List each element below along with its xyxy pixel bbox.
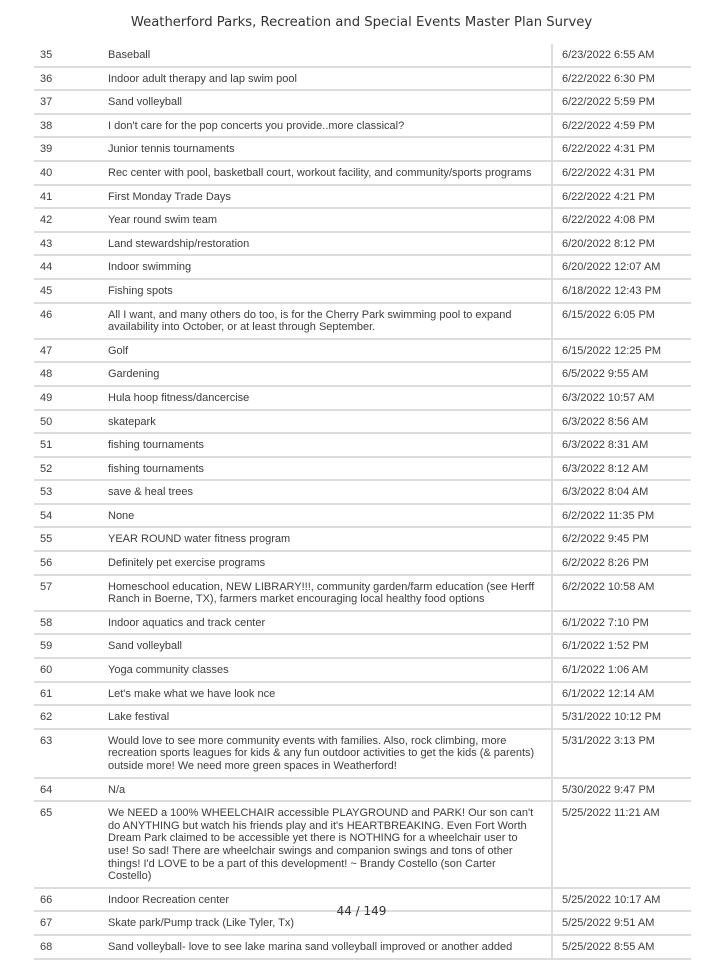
response-text: All I want, and many others do too, is for the Cherry Park swimming pool to expand availability into October, or at least through September.: [100, 304, 553, 338]
responses-table: [34, 44, 691, 960]
response-text: Homeschool education, NEW LIBRARY!!!, community garden/farm education (see Herff Ranch in Boerne, TX), farmers market encouraging local healthy food options: [100, 576, 553, 610]
response-number: 42: [40, 214, 53, 227]
response-date: 6/1/2022 1:06 AM: [562, 664, 649, 677]
response-text: Indoor aquatics and track center: [100, 612, 553, 634]
table-row: [34, 44, 691, 68]
response-number: 39: [40, 143, 53, 156]
response-text: Rec center with pool, basketball court, workout facility, and community/sports programs: [100, 162, 553, 184]
response-number: 55: [40, 533, 53, 546]
response-number: 60: [40, 664, 53, 677]
response-number: 37: [40, 96, 53, 109]
response-date: 6/23/2022 6:55 AM: [562, 49, 655, 61]
table-row: [34, 186, 691, 210]
response-number: 58: [40, 616, 53, 629]
response-date: 5/25/2022 10:17 AM: [562, 893, 661, 906]
response-number: 41: [40, 190, 53, 203]
table-row: [34, 481, 691, 505]
table-row: [34, 280, 691, 304]
response-number: 57: [40, 580, 53, 593]
response-text: Let's make what we have look nce: [100, 683, 553, 705]
response-number: 65: [40, 807, 53, 820]
table-row: [34, 363, 691, 387]
table-row: [34, 802, 691, 889]
response-text: Indoor Recreation center: [100, 889, 553, 911]
response-number: 40: [40, 166, 53, 179]
response-date: 6/1/2022 7:10 PM: [562, 616, 649, 629]
response-text: Lake festival: [100, 706, 553, 728]
response-number: 36: [40, 72, 53, 85]
response-date: 6/20/2022 8:12 PM: [562, 237, 655, 250]
response-date: 6/15/2022 12:25 PM: [562, 344, 662, 357]
response-date: 6/1/2022 1:52 PM: [562, 640, 649, 653]
response-text: None: [100, 505, 553, 527]
response-text: I don't care for the pop concerts you provide..more classical?: [100, 115, 553, 137]
response-date: 6/22/2022 4:59 PM: [562, 119, 655, 132]
table-row: [34, 138, 691, 162]
response-number: 62: [40, 711, 53, 724]
response-text: Skate park/Pump track (Like Tyler, Tx): [100, 912, 553, 934]
table-row: [34, 528, 691, 552]
response-date: 6/2/2022 11:35 PM: [562, 509, 655, 522]
response-date: 6/22/2022 4:08 PM: [562, 214, 655, 227]
response-text: save & heal trees: [100, 481, 553, 503]
response-number: 44: [40, 261, 53, 274]
response-number: 54: [40, 509, 53, 522]
response-date: 6/3/2022 8:12 AM: [562, 462, 649, 475]
response-text: Yoga community classes: [100, 659, 553, 681]
response-text: Golf: [100, 340, 553, 362]
table-row: [34, 162, 691, 186]
response-number: 53: [40, 486, 53, 499]
response-number: 49: [40, 391, 53, 404]
response-date: 5/25/2022 8:55 AM: [562, 940, 655, 953]
response-text: Fishing spots: [100, 280, 553, 302]
table-row: [34, 552, 691, 576]
response-number: 52: [40, 462, 53, 475]
response-text: Indoor adult therapy and lap swim pool: [100, 68, 553, 90]
response-date: 6/2/2022 9:45 PM: [562, 533, 649, 546]
response-number: 51: [40, 439, 53, 452]
table-row: [34, 387, 691, 411]
response-text: Junior tennis tournaments: [100, 138, 553, 160]
table-row: [34, 91, 691, 115]
response-text: Definitely pet exercise programs: [100, 552, 553, 574]
response-number: 68: [40, 940, 53, 953]
response-date: 6/3/2022 8:31 AM: [562, 439, 649, 452]
response-text: Sand volleyball: [100, 635, 553, 657]
response-text: skatepark: [100, 411, 553, 433]
table-row: [34, 256, 691, 280]
response-number: 43: [40, 237, 53, 250]
table-row: [34, 458, 691, 482]
table-row: [34, 411, 691, 435]
response-text: N/a: [100, 779, 553, 801]
response-date: 6/22/2022 5:59 PM: [562, 96, 655, 109]
table-row: [34, 659, 691, 683]
response-text: fishing tournaments: [100, 458, 553, 480]
response-text: Hula hoop fitness/dancercise: [100, 387, 553, 409]
response-number: 56: [40, 557, 53, 570]
response-date: 6/22/2022 4:31 PM: [562, 143, 655, 156]
response-date: 6/15/2022 6:05 PM: [562, 308, 655, 321]
response-number: 66: [40, 893, 53, 906]
response-date: 5/31/2022 3:13 PM: [562, 734, 655, 747]
response-date: 6/3/2022 10:57 AM: [562, 391, 655, 404]
response-date: 5/31/2022 10:12 PM: [562, 711, 662, 724]
response-text: Gardening: [100, 363, 553, 385]
table-row: [34, 635, 691, 659]
response-number: 67: [40, 917, 53, 930]
response-text: Sand volleyball- love to see lake marina sand volleyball improved or another added: [100, 936, 553, 958]
response-date: 6/22/2022 4:21 PM: [562, 190, 655, 203]
response-text: Baseball: [100, 44, 553, 66]
response-date: 5/25/2022 9:51 AM: [562, 917, 655, 930]
response-date: 6/2/2022 8:26 PM: [562, 557, 649, 570]
table-row: [34, 730, 691, 779]
response-date: 6/3/2022 8:56 AM: [562, 415, 649, 428]
response-text: Would love to see more community events with families. Also, rock climbing, more recreation sports leagues for kids & any fun outdoor activities to get the kids (& parents) outside more! We need more green spaces in Weatherford!: [100, 730, 553, 777]
response-date: 5/25/2022 11:21 AM: [562, 807, 660, 820]
table-row: [34, 706, 691, 730]
response-number: 59: [40, 640, 53, 653]
table-row: [34, 683, 691, 707]
response-number: 35: [40, 49, 53, 61]
response-number: 45: [40, 284, 53, 297]
table-row: [34, 209, 691, 233]
table-row: [34, 576, 691, 612]
response-text: Land stewardship/restoration: [100, 233, 553, 255]
table-row: [34, 340, 691, 364]
response-date: 6/22/2022 6:30 PM: [562, 72, 655, 85]
response-text: Year round swim team: [100, 209, 553, 231]
table-row: [34, 233, 691, 257]
response-text: Indoor swimming: [100, 256, 553, 278]
table-row: [34, 68, 691, 92]
table-row: [34, 779, 691, 803]
response-text: Sand volleyball: [100, 91, 553, 113]
table-row: [34, 936, 691, 960]
response-date: 6/3/2022 8:04 AM: [562, 486, 649, 499]
response-date: 6/22/2022 4:31 PM: [562, 166, 655, 179]
response-date: 6/5/2022 9:55 AM: [562, 368, 649, 381]
response-number: 38: [40, 119, 53, 132]
response-text: YEAR ROUND water fitness program: [100, 528, 553, 550]
survey-title: Weatherford Parks, Recreation and Special Events Master Plan Survey: [130, 15, 593, 30]
response-date: 6/20/2022 12:07 AM: [562, 261, 661, 274]
response-text: fishing tournaments: [100, 434, 553, 456]
response-number: 48: [40, 368, 53, 381]
response-number: 64: [40, 783, 53, 796]
response-text: We NEED a 100% WHEELCHAIR accessible PLAYGROUND and PARK! Our son can't do ANYTHING but watch his friends play and it's HEARTBREAKING. Even Fort Worth Dream Park claimed to be accessible yet there is NOTHING for a wheelchair user to use! So sad! There are wheelchair swings and companion swings and tons of other things! I'd LOVE to be a part of this development! ~ Brandy Costello (son Carter Costello): [100, 802, 553, 887]
table-row: [34, 505, 691, 529]
response-date: 6/1/2022 12:14 AM: [562, 687, 655, 700]
response-number: 46: [40, 308, 53, 321]
response-text: First Monday Trade Days: [100, 186, 553, 208]
response-number: 61: [40, 687, 53, 700]
response-number: 50: [40, 415, 53, 428]
table-row: [34, 612, 691, 636]
page-number: 44 / 149: [336, 904, 387, 918]
table-row: [34, 115, 691, 139]
response-number: 63: [40, 734, 53, 747]
table-row: [34, 304, 691, 340]
response-number: 47: [40, 344, 53, 357]
table-row: [34, 434, 691, 458]
response-date: 6/2/2022 10:58 AM: [562, 580, 655, 593]
response-date: 6/18/2022 12:43 PM: [562, 284, 662, 297]
response-date: 5/30/2022 9:47 PM: [562, 783, 655, 796]
